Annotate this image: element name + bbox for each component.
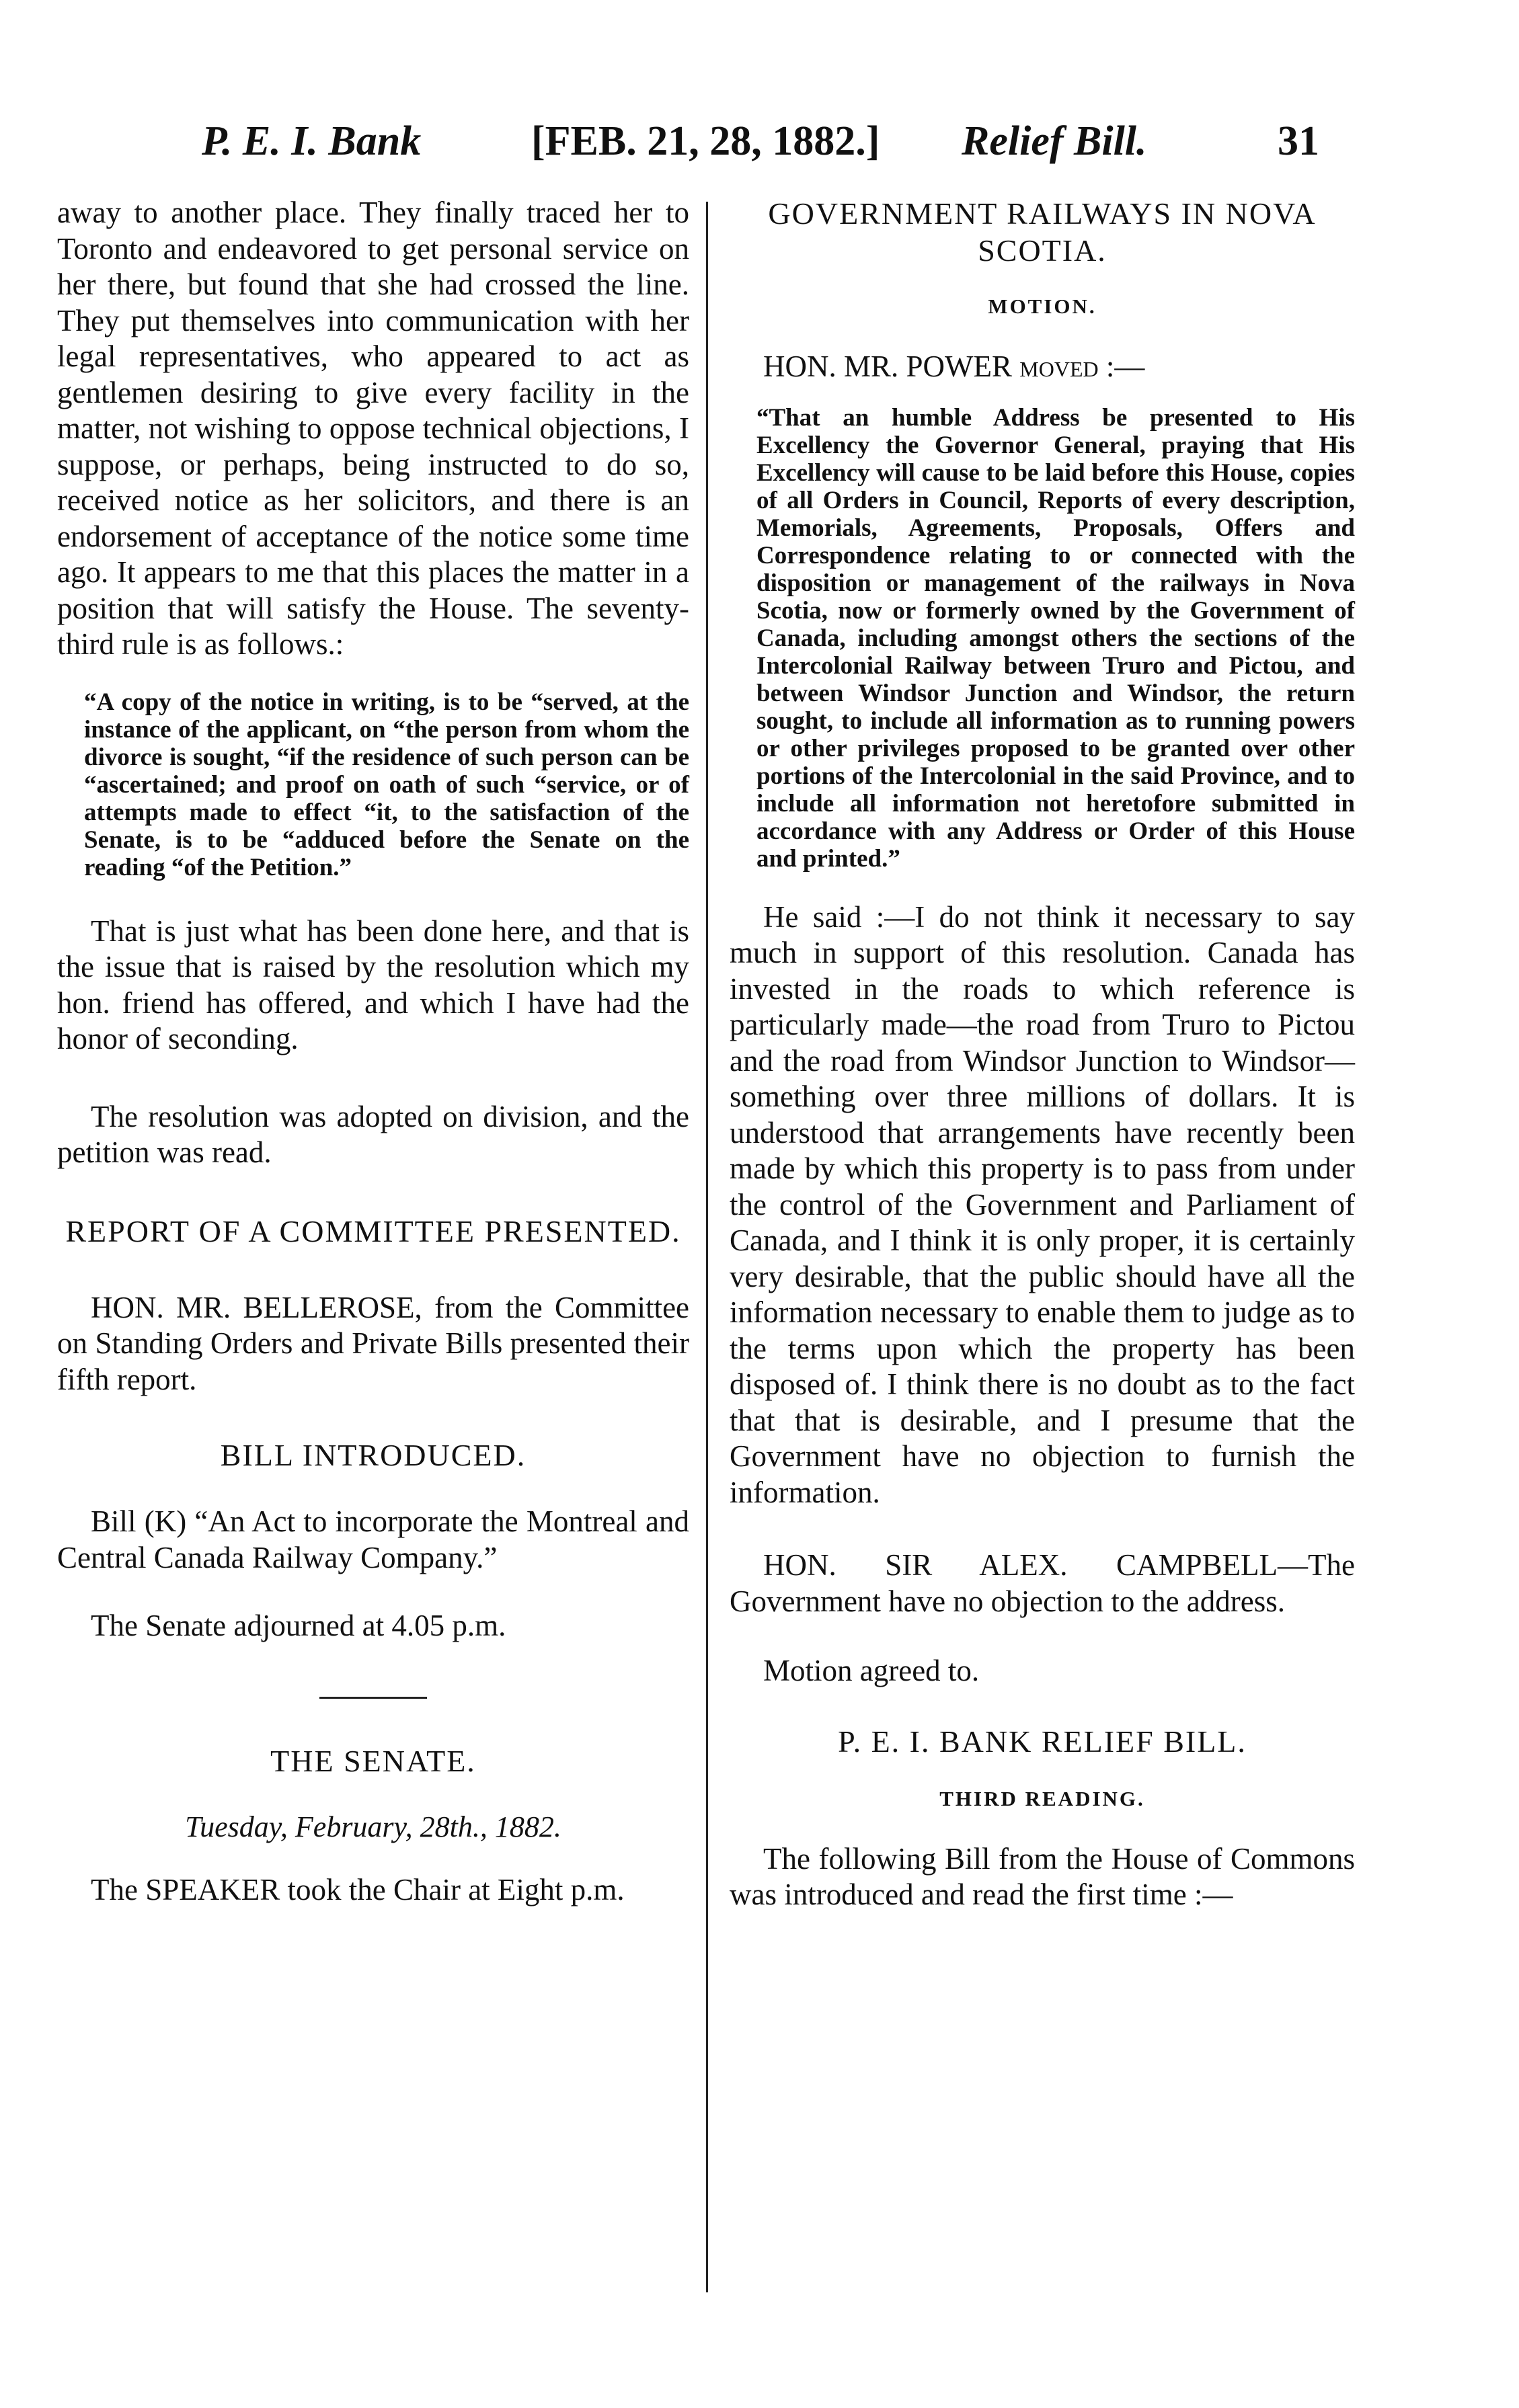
- paragraph-adjourned: The Senate adjourned at 4.05 p.m.: [91, 1609, 506, 1642]
- motion-text: “That an humble Address be presented to His Excellency the Governor General, praying that His Excellency will cause to be laid before this House, copies of all Orders in Council, Reports of every description, Memorials, Agreements, Proposals, Offers and Correspondence relating to or connected with the disposition or management of the railways in Nova Scotia, now or formerly owned by the Government of Canada, including amongst others the sections of the Intercolonial Railway between Truro and Pictou, and between Windsor Junction and Windsor, the return sought, to include all information as to running powers or other privileges proposed to be granted over other portions of the Intercolonial in the said Province, and to include all information not heretofore submitted in accordance with any Address or Order of this House and printed.”: [756, 403, 1355, 873]
- reply-campbell: [730, 1548, 1355, 1619]
- heading-report-of-committee: REPORT OF A COMMITTEE PRESENTED.: [65, 1213, 681, 1248]
- sitting-date: Tuesday, February, 28th., 1882.: [185, 1810, 561, 1843]
- heading-government-railways: GOVERNMENT RAILWAYS IN NOVA SCOTIA.: [768, 196, 1317, 268]
- report-text: from the Committee on Standing Orders and Private Bills presented their fifth report.: [57, 1290, 690, 1396]
- column-rule: [706, 202, 708, 2292]
- mover-line: HON. MR. POWER moved :—: [763, 350, 1145, 383]
- paragraph-continued: away to another place. They finally traced her to Toronto and endeavored to get personal service on her there, but found that she had crossed the line. They put themselves into communication with her legal representatives, who appeared to act as gentlemen desiring to give every facility in the matter, not wishing to oppose technical objections, I suppose, or perhaps, being instructed to do so, received notice as her solicitors, and there is an endorsement of acceptance of the notice some time ago. It appears to me that this places the matter in a position that will satisfy the House. The seventy-third rule is as follows.:: [57, 196, 689, 661]
- speech-power: He said :—I do not think it necessary to say much in support of this resolution. Canada has invested in the roads to which reference is particularly made—the road from Truro to Pictou and the road from Windsor Junction to Windsor—something over three millions of dollars. It is understood that arrangements have recently been made by which this property is to pass from under the control of the Government and Parliament of Canada, and I think it is only proper, it is certainly very desirable, that the public should have all the information necessary to enable them to judge as to the terms upon which the property has been disposed of. I think there is no doubt as to the fact that that is desirable, and I presume that the Government have no objection to furnish the information.: [730, 899, 1355, 1509]
- paragraph-first-time: The following Bill from the House of Commons was introduced and read the first time :—: [730, 1841, 1355, 1911]
- left-column: [57, 195, 689, 1908]
- subheading-third-reading: THIRD READING.: [939, 1786, 1145, 1810]
- running-head-right: Relief Bill.: [962, 118, 1147, 164]
- heading-the-senate: THE SENATE.: [270, 1743, 476, 1778]
- paragraph-bill-k: Bill (K) “An Act to incorporate the Montreal and Central Canada Railway Company.”: [57, 1504, 689, 1574]
- heading-bill-introduced: BILL INTRODUCED.: [220, 1438, 527, 1472]
- running-head: [202, 118, 1345, 178]
- speaker-campbell: HON. SIR ALEX. CAMPBELL: [763, 1548, 1278, 1582]
- page-number: 31: [1278, 118, 1319, 164]
- motion-agreed: Motion agreed to.: [763, 1654, 980, 1687]
- right-column: [730, 195, 1355, 1913]
- paragraph-resolution-adopted: The resolution was adopted on division, and the petition was read.: [57, 1099, 689, 1169]
- paragraph-issue: That is just what has been done here, and that is the issue that is raised by the resolution which my hon. friend has offered, and which I have had the honor of seconding.: [57, 914, 689, 1055]
- running-head-left: P. E. I. Bank: [202, 118, 422, 164]
- subheading-motion: MOTION.: [988, 294, 1097, 318]
- running-head-date: [FEB. 21, 28, 1882.]: [531, 118, 880, 164]
- reply-text: —The Government have no objection to the address.: [730, 1548, 1355, 1618]
- paragraph-speaker-chair: The SPEAKER took the Chair at Eight p.m.: [91, 1872, 625, 1907]
- heading-pei-bank-relief-bill: P. E. I. BANK RELIEF BILL.: [838, 1724, 1247, 1759]
- rule-quotation: “A copy of the notice in writing, is to be “served, at the instance of the applicant, on “the person from whom the divorce is sought, “if the residence of such person can be “ascertained; and proof on oath of such “service, or of attempts made to effect “it, to the satisfaction of the Senate, is to be “adduced before the Senate on the reading “of the Petition.”: [84, 688, 689, 881]
- speaker-bellerose: HON. MR. BELLEROSE,: [91, 1290, 422, 1324]
- paragraph-report: [57, 1290, 689, 1398]
